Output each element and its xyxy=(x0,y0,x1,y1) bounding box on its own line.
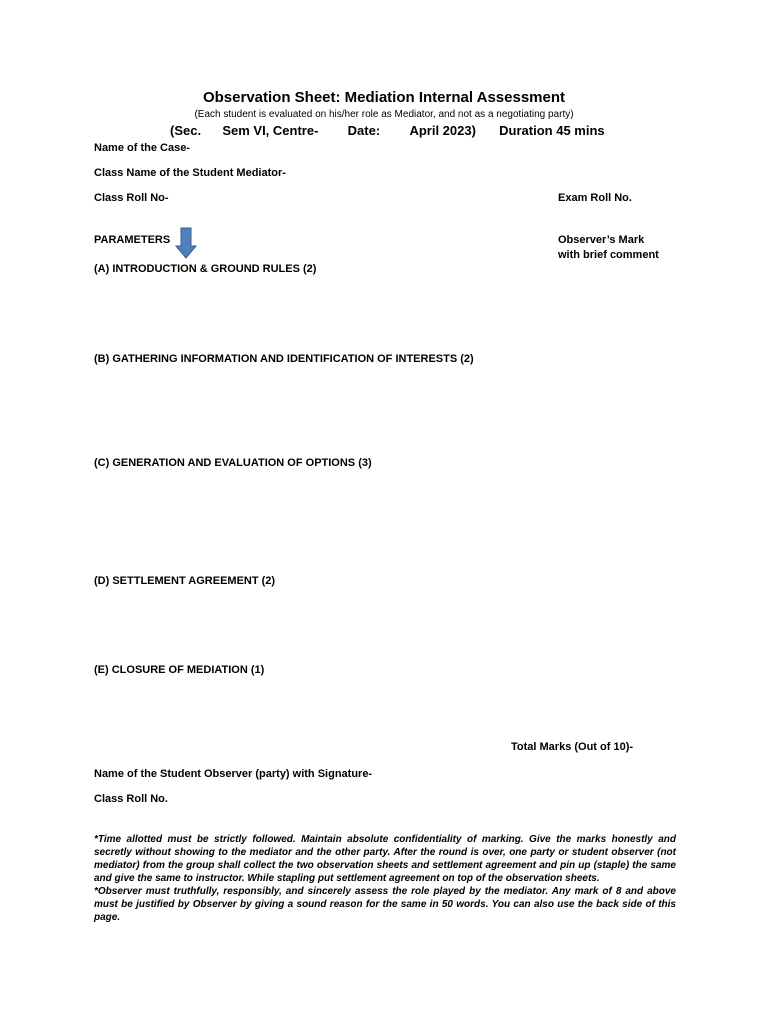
parameter-d: (D) SETTLEMENT AGREEMENT (2) xyxy=(94,575,276,587)
observer-name-field: Name of the Student Observer (party) with Signature- xyxy=(94,768,373,780)
observer-mark-subheading: with brief comment xyxy=(558,249,659,261)
duration-label: Duration 45 mins xyxy=(499,123,605,138)
parameter-e: (E) CLOSURE OF MEDIATION (1) xyxy=(94,664,265,676)
arrow-down-icon xyxy=(175,227,197,259)
exam-roll-field: Exam Roll No. xyxy=(558,192,632,204)
parameter-c: (C) GENERATION AND EVALUATION OF OPTIONS (3) xyxy=(94,457,372,469)
date-label: Date: xyxy=(347,123,381,138)
observer-mark-heading: Observer’s Mark xyxy=(558,234,645,246)
student-mediator-field: Class Name of the Student Mediator- xyxy=(94,167,286,179)
page-title: Observation Sheet: Mediation Internal Assessment xyxy=(202,89,566,106)
total-marks-label: Total Marks (Out of 10)- xyxy=(511,741,634,753)
observer-roll-field: Class Roll No. xyxy=(94,793,168,805)
session-info-line xyxy=(170,123,605,138)
instructions-notes xyxy=(94,833,676,924)
parameters-heading: PARAMETERS xyxy=(94,234,171,246)
case-name-field: Name of the Case- xyxy=(94,142,190,154)
parameter-b: (B) GATHERING INFORMATION AND IDENTIFICATION OF INTERESTS (2) xyxy=(94,353,474,365)
note-observer-duty: *Observer must truthfully, responsibly, and sincerely assess the role played by the mediator. Any mark of 8 and above must be justified by Observer by giving a sound reason for the same in 50 words. You can also use the back side of this page. xyxy=(94,886,676,923)
date-value: April 2023) xyxy=(409,123,476,138)
section-label: (Sec. xyxy=(170,123,202,138)
class-roll-field: Class Roll No- xyxy=(94,192,169,204)
semester-centre-label: Sem VI, Centre- xyxy=(222,123,319,138)
parameter-a: (A) INTRODUCTION & GROUND RULES (2) xyxy=(94,263,317,275)
note-confidentiality: *Time allotted must be strictly followed. Maintain absolute confidentiality of marking. Give the marks honestly and secretly without showing to the mediator and the other party. After the round is over, one party or student observer (not mediator) from the group shall collect the two observation sheets and settlement agreement and pin up (staple) the same and give the same to instructor. While stapling put settlement agreement on top of the observation sheets. xyxy=(94,834,676,884)
page-subtitle: (Each student is evaluated on his/her role as Mediator, and not as a negotiating party) xyxy=(194,109,574,120)
